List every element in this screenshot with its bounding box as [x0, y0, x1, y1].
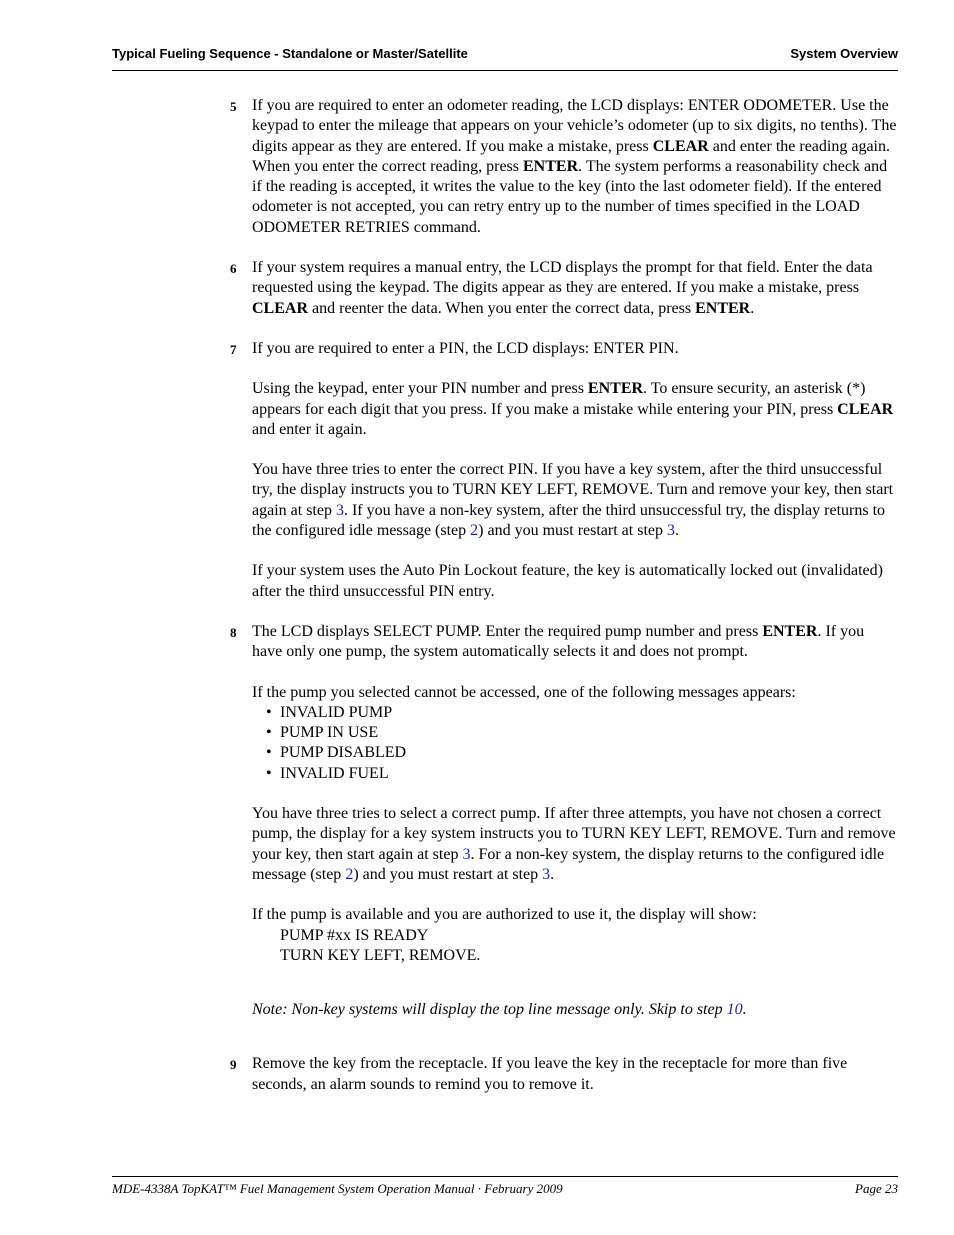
list-item: • INVALID FUEL: [266, 764, 898, 784]
header-rule: [112, 70, 898, 71]
step-6-text: If your system requires a manual entry, the LCD displays the prompt for that field. Enter the data requested using the keypad. The digits appear as they are entered. If you make a mistake, press CLEAR and reenter the data. When you enter the correct data, press ENTER.: [252, 259, 873, 317]
page-footer: [112, 1181, 898, 1197]
enter-key-label: ENTER: [695, 299, 751, 317]
step-8: [230, 622, 898, 1020]
header-chapter-title: System Overview: [790, 46, 898, 61]
step-9: [230, 1054, 898, 1095]
step-10-link[interactable]: 10: [726, 1001, 743, 1019]
enter-key-label: ENTER: [762, 622, 818, 640]
step-number: 5: [230, 99, 237, 114]
step-8-tries-text: You have three tries to select a correct pump. If after three attempts, you have not chosen a correct pump, the display for a key system instructs you to TURN KEY LEFT, REMOVE. Turn and remove your key, then start again at step 3. For a non-key system, the display returns to the configured idle message (step 2) and you must restart at step 3.: [252, 805, 896, 883]
step-3-link[interactable]: 3: [542, 865, 551, 883]
step-2-link[interactable]: 2: [345, 865, 354, 883]
step-6: [230, 258, 898, 319]
list-item: • INVALID PUMP: [266, 703, 898, 723]
clear-key-label: CLEAR: [652, 137, 709, 155]
footer-rule: [112, 1176, 898, 1177]
list-item: • PUMP IN USE: [266, 723, 898, 743]
page-header: [112, 46, 898, 61]
page-number: Page 23: [855, 1181, 898, 1196]
step-8-intro: The LCD displays SELECT PUMP. Enter the required pump number and press ENTER. If you have only one pump, the system automatically selects it and does not prompt.: [252, 622, 865, 661]
footer-document-title: MDE-4338A TopKAT™ Fuel Management System Operation Manual · February 2009: [112, 1181, 563, 1196]
page-body: [230, 96, 898, 1095]
pump-message-list: [252, 703, 898, 784]
step-7-keypad-text: Using the keypad, enter your PIN number and press ENTER. To ensure security, an asterisk (*) appears for each digit that you press. If you make a mistake while entering your PIN, press CLEAR and enter it again.: [252, 380, 894, 438]
step-3-link[interactable]: 3: [462, 845, 471, 863]
note: Note: Non-key systems will display the top line message only. Skip to step 10.: [252, 1001, 747, 1019]
step-5-text: If you are required to enter an odometer reading, the LCD displays: ENTER ODOMETER. Use the keypad to enter the mileage that appears on your vehicle’s odometer (up to six digits, no tenths). The digits appear as they are entered. If you make a mistake, press CLEAR and enter the reading again. When you enter the correct reading, press ENTER. The system performs a reasonability check and if the reading is accepted, it writes the value to the key (into the last odometer field). If the entered odometer is not accepted, you can retry entry up to the number of times specified in the LOAD ODOMETER RETRIES command.: [252, 97, 897, 236]
display-line: PUMP #xx IS READY: [280, 926, 429, 944]
clear-key-label: CLEAR: [837, 400, 894, 418]
display-message: [252, 926, 898, 967]
step-9-text: Remove the key from the receptacle. If you leave the key in the receptacle for more than five seconds, an alarm sounds to remind you to remove it.: [252, 1055, 848, 1093]
enter-key-label: ENTER: [587, 380, 644, 398]
step-3-link[interactable]: 3: [335, 501, 344, 519]
header-section-title: Typical Fueling Sequence - Standalone or Master/Satellite: [112, 46, 468, 61]
step-7: [230, 339, 898, 602]
display-line: TURN KEY LEFT, REMOVE.: [280, 946, 481, 964]
step-7-lockout-text: If your system uses the Auto Pin Lockout feature, the key is automatically locked out (invalidated) after the third unsuccessful PIN entry.: [252, 562, 883, 600]
step-5: [230, 96, 898, 238]
step-7-intro: If you are required to enter a PIN, the LCD displays: ENTER PIN.: [252, 339, 679, 357]
step-number: 7: [230, 341, 237, 357]
list-item: • PUMP DISABLED: [266, 743, 898, 763]
step-2-link[interactable]: 2: [470, 522, 479, 540]
step-7-tries-text: You have three tries to enter the correct PIN. If you have a key system, after the third unsuccessful try, the display instructs you to TURN KEY LEFT, REMOVE. Turn and remove your key, then start again at step 3. If you have a non-key system, after the third unsuccessful try, the display returns to the configured idle message (step 2) and you must restart at step 3.: [252, 461, 894, 540]
step-number: 6: [230, 261, 237, 277]
step-8-available-text: If the pump is available and you are authorized to use it, the display will show:: [252, 906, 757, 924]
step-number: 8: [230, 624, 237, 640]
clear-key-label: CLEAR: [252, 299, 309, 317]
step-number: 9: [230, 1057, 237, 1073]
step-8-messages-intro: If the pump you selected cannot be accessed, one of the following messages appears:: [252, 683, 796, 701]
enter-key-label: ENTER: [523, 157, 579, 175]
step-3-link[interactable]: 3: [667, 522, 675, 540]
